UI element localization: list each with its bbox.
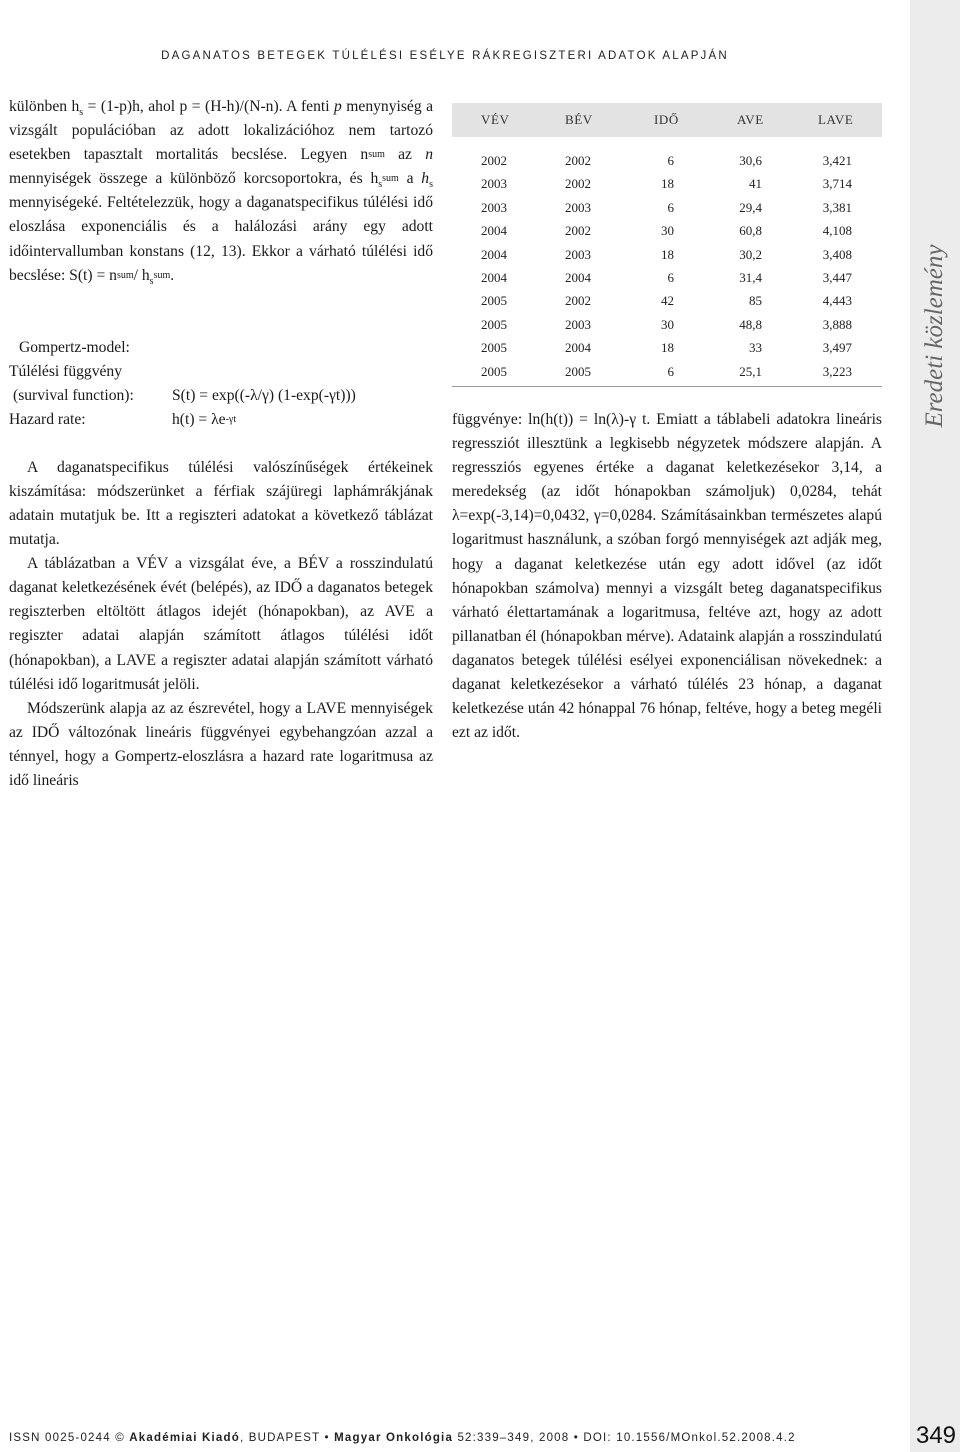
formula-survival-label: (survival function): xyxy=(13,386,134,404)
table-row xyxy=(452,149,882,172)
cell-bev: 2002 xyxy=(565,176,591,192)
cell-bev: 2004 xyxy=(565,269,591,285)
data-table xyxy=(452,103,882,387)
cell-lave: 3,447 xyxy=(822,269,852,285)
cell-ave: 41 xyxy=(749,176,762,192)
table-row xyxy=(452,313,882,336)
formula-title: Gompertz-model: xyxy=(19,338,130,356)
cell-ido: 42 xyxy=(661,293,674,309)
cell-lave: 4,108 xyxy=(822,223,852,239)
cell-ave: 48,8 xyxy=(739,316,762,332)
cell-ido: 18 xyxy=(661,340,674,356)
cell-ido: 6 xyxy=(667,199,674,215)
section-side-tab xyxy=(910,0,960,1452)
cell-ave: 30,2 xyxy=(739,246,762,262)
cell-ave: 31,4 xyxy=(739,269,762,285)
cell-ido: 6 xyxy=(667,363,674,379)
cell-ave: 25,1 xyxy=(739,363,762,379)
column-header-lave: LAVE xyxy=(818,112,854,127)
cell-lave: 3,421 xyxy=(822,153,852,168)
paragraph-regression: függvénye: ln(h(t)) = ln(λ)-γ t. Emiatt a táblabeli adatokra lineáris regressziót illesztünk a legkisebb négyzetek módszere alapján. A regressziós egyenes értéke a daganat keletkezésekor 3,14, a meredekség (az időt hónapokban számoljuk) 0,0284, tehát λ=exp(-3,14)=0,0432, γ=0,0284. Számításainkban természetes alapú logaritmust használunk, a szóban forgó mennyiségek azt adják meg, hogy a daganat keletkezése után egy adott idővel (az időt hónapokban számolva) mennyi a vizsgált beteg daganatspecifikus várható élettartamának a logaritmusa, feltéve azt, hogy az adott pillanatban él (hónapokban mérve). Adataink alapján a rosszindulatú daganatos betegek túlélési esélyei exponenciálisan növekednek: a daganat keletkezésekor a várható túlélés 23 hónap, a daganat keletkezése után 42 hónappal 76 hónap, feltéve, hogy a beteg megéli ezt az időt. xyxy=(452,411,882,742)
cell-lave: 3,408 xyxy=(822,246,852,262)
table-body xyxy=(452,137,882,383)
cell-vev: 2004 xyxy=(481,269,507,285)
cell-lave: 3,714 xyxy=(822,176,852,192)
cell-ave: 30,6 xyxy=(739,153,762,168)
running-header: DAGANATOS BETEGEK TÚLÉLÉSI ESÉLYE RÁKREGISZTERI ADATOK ALAPJÁN xyxy=(161,50,729,62)
table-row xyxy=(452,360,882,383)
cell-ido: 30 xyxy=(661,316,674,332)
paragraph-table-description: A táblázatban a VÉV a vizsgálat éve, a BÉV a rosszindulatú daganat keletkezésének évét (belépés), az IDŐ a daganatos betegek regiszterben eltöltött átlagos idejét (hónapokban), az AVE a regiszter adatai alapján számított átlagos túlélési időt (hónapokban), a LAVE a regiszter adatai alapján számított várható túlélési idő logaritmusát jelöli. xyxy=(9,555,433,693)
cell-ave: 33 xyxy=(749,340,762,356)
cell-bev: 2004 xyxy=(565,340,591,356)
cell-bev: 2002 xyxy=(565,293,591,309)
right-column xyxy=(452,408,882,745)
cell-ido: 30 xyxy=(661,223,674,239)
cell-ave: 85 xyxy=(749,293,762,309)
cell-lave: 3,888 xyxy=(822,316,852,332)
paragraph-calculation: A daganatspecifikus túlélési valószínűségek értékeinek kiszámítása: módszerünket a férfiak szájüregi laphámrákjának adatain mutatjuk be. Itt a regiszteri adatokat a következő táblázat mutatja. xyxy=(9,458,433,549)
cell-ido: 6 xyxy=(667,153,674,168)
cell-vev: 2004 xyxy=(481,246,507,262)
table-row xyxy=(452,243,882,266)
left-column xyxy=(9,95,433,793)
table-row xyxy=(452,289,882,312)
page-number: 349 xyxy=(915,1422,957,1449)
cell-vev: 2005 xyxy=(481,363,507,379)
table-row xyxy=(452,336,882,359)
formula-line-survival: Túlélési függvény xyxy=(9,362,123,380)
cell-ave: 29,4 xyxy=(739,199,762,215)
cell-bev: 2002 xyxy=(565,153,591,168)
cell-vev: 2004 xyxy=(481,223,507,239)
cell-vev: 2005 xyxy=(481,293,507,309)
column-header-vev: VÉV xyxy=(481,112,510,127)
column-header-bev: BÉV xyxy=(565,112,593,127)
paragraph-method: Módszerünk alapja az az észrevétel, hogy a LAVE mennyiségek az IDŐ változónak lineáris függvényei egybehangzóan azzal a ténnyel, hogy a Gompertz-eloszlásra a hazard rate logaritmusa az idő lineáris xyxy=(9,699,433,789)
cell-bev: 2003 xyxy=(565,316,591,332)
table-row xyxy=(452,172,882,195)
cell-vev: 2005 xyxy=(481,340,507,356)
cell-vev: 2003 xyxy=(481,176,507,192)
cell-lave: 4,443 xyxy=(822,293,852,309)
cell-lave: 3,223 xyxy=(822,363,852,379)
cell-bev: 2002 xyxy=(565,223,591,239)
cell-lave: 3,497 xyxy=(822,340,852,356)
formula-hazard-label: Hazard rate: xyxy=(9,410,86,428)
footer-citation: ISSN 0025-0244 © Akadémiai Kiadó, BUDAPEST • Magyar Onkológia 52:339–349, 2008 • DOI: 10.1556/MOnkol.52.2008.4.2 xyxy=(9,1432,796,1444)
column-header-ave: AVE xyxy=(737,112,764,127)
cell-vev: 2002 xyxy=(481,153,507,168)
cell-vev: 2003 xyxy=(481,199,507,215)
table-header xyxy=(452,103,882,137)
cell-bev: 2003 xyxy=(565,199,591,215)
cell-ave: 60,8 xyxy=(739,223,762,239)
cell-bev: 2005 xyxy=(565,363,591,379)
column-header-ido: IDŐ xyxy=(654,112,679,127)
table-row xyxy=(452,266,882,289)
cell-ido: 18 xyxy=(661,176,674,192)
cell-ido: 6 xyxy=(667,269,674,285)
formula-survival-expr: S(t) = exp((-λ/γ) (1-exp(-γt))) xyxy=(172,386,356,404)
formula-hazard-expr: $h(t) = \lambda e^{-\gamma t}$ xyxy=(172,410,237,428)
table-bottom-rule xyxy=(452,386,882,387)
gompertz-formula xyxy=(9,336,433,432)
table-row xyxy=(452,219,882,242)
table-row xyxy=(452,196,882,219)
cell-ido: 18 xyxy=(661,246,674,262)
section-label: Eredeti közlemény xyxy=(921,244,948,428)
paragraph-intro: különben $h_s = (1-p)h$, ahol p = (H-h)/(N-n). A fenti p menynyiség a vizsgált populációban az adott lokalizációhoz nem tartozó esetekben tapasztalt mortalitás becslése. Legyen $n^{sum}$ az n mennyiségek összege a különböző korcsoportokra, és $h_s^{sum}$ a $h_s$ mennyiségeké. Feltételezzük, hogy a daganatspecifikus túlélési idő eloszlása exponenciális és a halálozási arány egy adott időintervallumban konstans (12, 13). Ekkor a várható túlélési idő becslése: $S(t) = n^{sum}/$ $h_s^{sum}$. xyxy=(9,98,433,287)
cell-bev: 2003 xyxy=(565,246,591,262)
cell-vev: 2005 xyxy=(481,316,507,332)
cell-lave: 3,381 xyxy=(822,199,852,215)
